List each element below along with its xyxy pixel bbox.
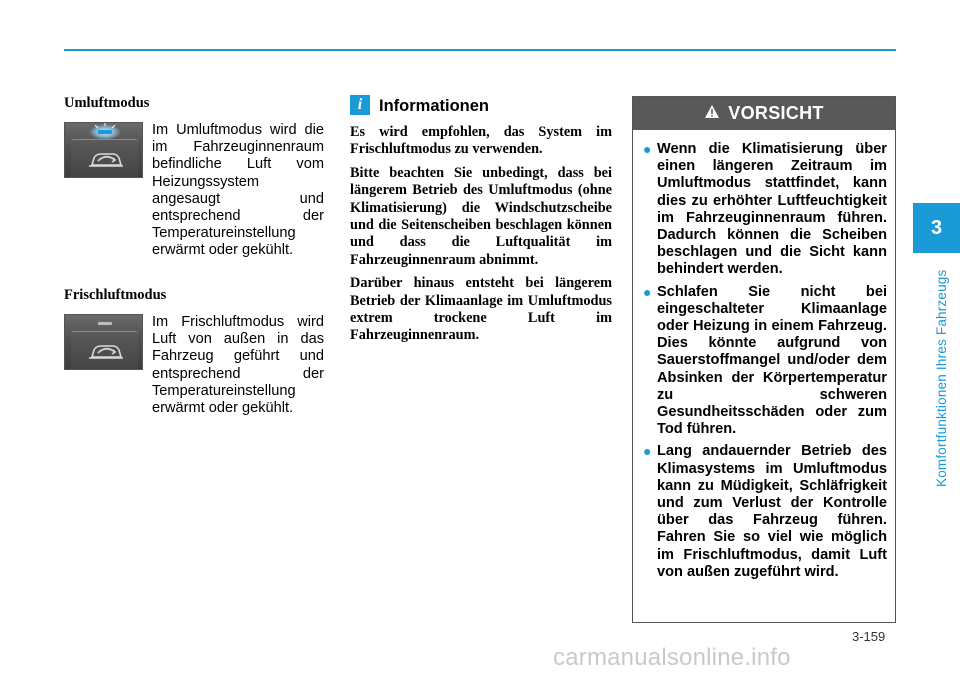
caution-item-text: Wenn die Klimatisierung über einen längeren Zeitraum im Umluftmodus stattfindet, kann dies zu erhöhter Luftfeuchtigkeit im Fahrzeuginnenraum führen. Dadurch können die Scheiben beschlagen und die Sicht kann behindert werden. <box>657 141 887 278</box>
info-icon: i <box>350 95 370 115</box>
chapter-title <box>936 257 956 487</box>
caution-item <box>643 443 887 581</box>
fresh-air-button-icon <box>64 314 143 370</box>
fresh-description: Im Frischluftmodus wird Luft von außen in das Fahrzeug geführt und entsprechend der Temperatureinstellung erwärmt oder gekühlt. <box>152 314 324 417</box>
caution-list <box>643 141 887 586</box>
caution-item-text: Lang andauernder Betrieb des Klimasystems im Umluftmodus kann zu Müdigkeit, Schläfrigkeit und zum Verlust der Kontrolle über das Fahrzeug führen. Fahren Sie so viel wie möglich im Frischluftmodus, damit Luft von außen zugeführt wird. <box>657 443 887 580</box>
recirc-heading: Umluftmodus <box>64 95 150 111</box>
recirc-description: Im Umluftmodus wird die im Fahrzeuginnenraum befindliche Luft vom Heizungssystem angesaugt und entsprechend der Temperatureinstellung erwärmt oder gekühlt. <box>152 122 324 259</box>
header-rule <box>64 49 896 51</box>
info-paragraph: Bitte beachten Sie unbedingt, dass bei längerem Betrieb des Umluftmodus (ohne Klimatisierung) die Windschutzscheibe und die Seitenscheiben beschlagen können und dass die Luftqualität im Fahrzeuginnenraum abnimmt. <box>350 164 612 268</box>
bullet-icon: ● <box>643 283 652 300</box>
info-paragraph: Darüber hinaus entsteht bei längerem Betrieb der Klimaanlage im Umluftmodus extrem trockene Luft im Fahrzeuginnenraum. <box>350 275 612 344</box>
caution-item <box>643 283 887 439</box>
page-number: 3-159 <box>852 629 886 644</box>
caution-item <box>643 141 887 279</box>
bullet-icon: ● <box>643 443 652 460</box>
info-body <box>350 124 612 351</box>
warning-triangle-icon <box>704 103 720 124</box>
fresh-heading: Frischluftmodus <box>64 287 167 303</box>
watermark: carmanualsonline.info <box>553 644 791 671</box>
bullet-icon: ● <box>643 141 652 157</box>
caution-item-text: Schlafen Sie nicht bei eingeschalteter Klimaanlage oder Heizung in einem Fahrzeug. Dies könnte aufgrund von Sauerstoffmangel und/oder dem Absinken der Körpertemperatur zu schweren Gesundheitsschäden oder zum Tod führen. <box>657 283 887 438</box>
chapter-number-tab: 3 <box>913 203 960 253</box>
info-paragraph: Es wird empfohlen, das System im Frischluftmodus zu verwenden. <box>350 124 612 158</box>
chapter-title-text: Komfortfunktionen Ihres Fahrzeugs <box>934 269 949 487</box>
caution-header <box>633 97 895 130</box>
caution-box <box>632 96 896 623</box>
caution-title: VORSICHT <box>728 103 824 123</box>
info-title: Informationen <box>379 97 489 115</box>
recirculation-button-icon <box>64 122 143 178</box>
